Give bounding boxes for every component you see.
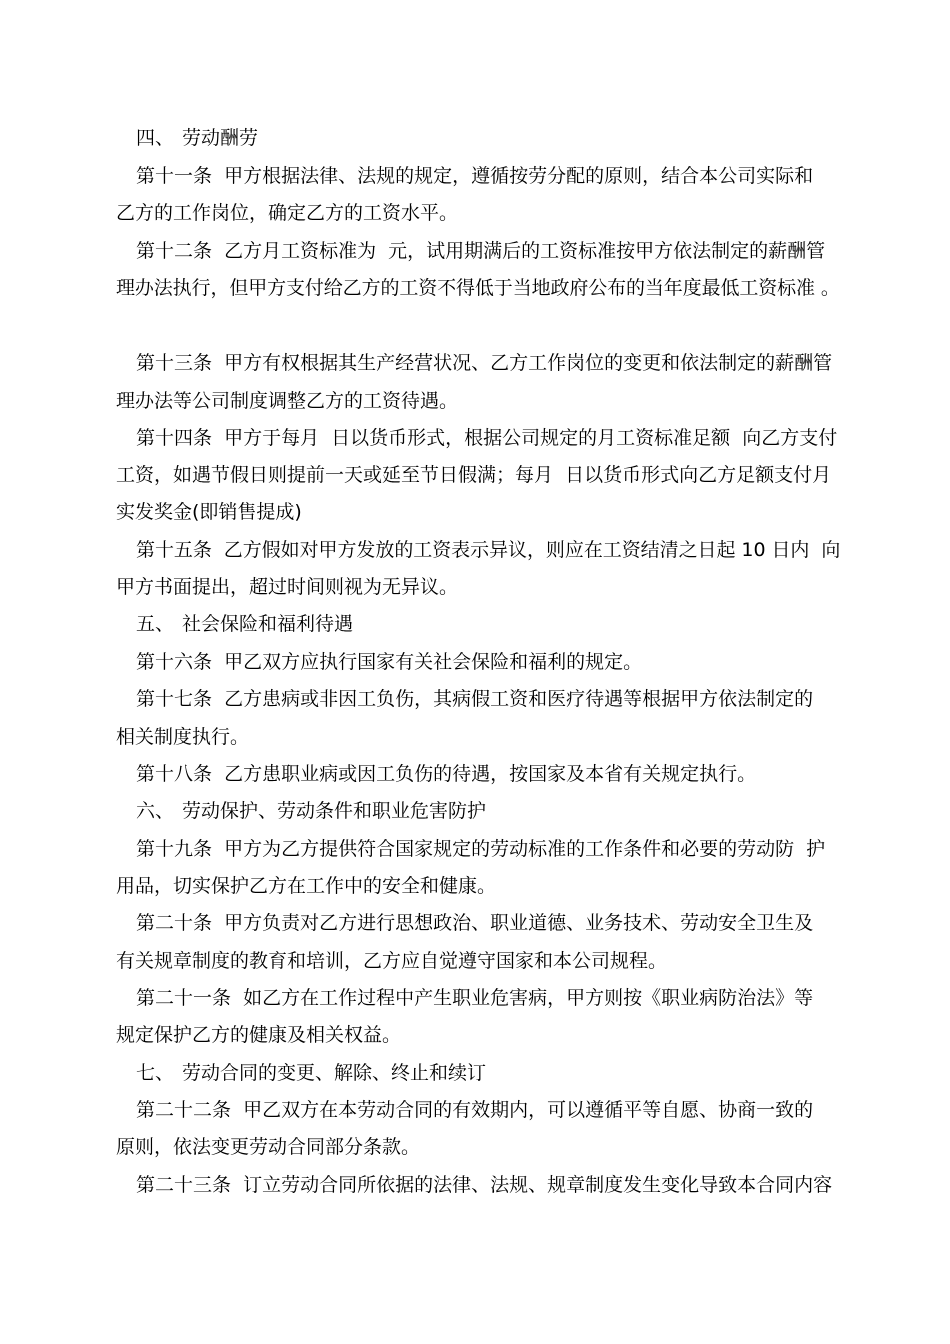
article-22-line-2: 原则，依法变更劳动合同部分条款。 [116,1136,421,1158]
article-20-line-1: 第二十条 甲方负责对乙方进行思想政治、职业道德、业务技术、劳动安全卫生及 [136,912,814,934]
section-number: 四、 [136,127,175,149]
section-number: 六、 [136,800,175,822]
section-title: 社会保险和福利待遇 [182,613,354,635]
section-heading-7 [136,1061,860,1085]
section-heading-5 [136,612,860,636]
article-12-line-2: 理办法执行，但甲方支付给乙方的工资不得低于当地政府公布的当年度最低工资标准 。 [116,277,840,299]
section-heading-6 [136,799,860,823]
article-14-line-3: 实发奖金(即销售提成) [116,501,302,523]
article-18-line-1: 第十八条 乙方患职业病或因工负伤的待遇，按国家及本省有关规定执行。 [136,763,757,785]
article-23-line-1: 第二十三条 订立劳动合同所依据的法律、法规、规章制度发生变化导致本合同内容 [136,1174,833,1196]
article-15-line-1: 第十五条 乙方假如对甲方发放的工资表示异议，则应在工资结清之日起 10 日内 向 [136,539,841,561]
article-19-line-2: 用品，切实保护乙方在工作中的安全和健康。 [116,875,497,897]
section-heading-4 [136,126,860,150]
article-22-line-1: 第二十二条 甲乙双方在本劳动合同的有效期内，可以遵循平等自愿、协商一致的 [136,1099,814,1121]
section-title: 劳动酬劳 [182,127,259,149]
article-12-line-1: 第十二条 乙方月工资标准为 元，试用期满后的工资标准按甲方依法制定的薪酬管 [136,240,826,262]
article-20-line-2: 有关规章制度的教育和培训，乙方应自觉遵守国家和本公司规程。 [116,950,668,972]
article-14-line-2: 工资，如遇节假日则提前一天或延至节日假满；每月 日以货币形式向乙方足额支付月 [116,464,832,486]
article-13-line-1: 第十三条 甲方有权根据其生产经营状况、乙方工作岗位的变更和依法制定的薪酬管 [136,352,833,374]
section-number: 五、 [136,613,175,635]
article-17-line-2: 相关制度执行。 [116,726,250,748]
section-title: 劳动合同的变更、解除、终止和续订 [182,1062,487,1084]
article-15-line-2: 甲方书面提出，超过时间则视为无异议。 [116,576,459,598]
article-11-line-2: 乙方的工作岗位，确定乙方的工资水平。 [116,202,459,224]
article-16-line-1: 第十六条 甲乙双方应执行国家有关社会保险和福利的规定。 [136,651,643,673]
section-title: 劳动保护、劳动条件和职业危害防护 [182,800,487,822]
article-21-line-1: 第二十一条 如乙方在工作过程中产生职业危害病，甲方则按《职业病防治法》等 [136,987,814,1009]
article-14-line-1: 第十四条 甲方于每月 日以货币形式，根据公司规定的月工资标准足额 向乙方支付 [136,427,838,449]
section-number: 七、 [136,1062,175,1084]
article-21-line-2: 规定保护乙方的健康及相关权益。 [116,1024,402,1046]
article-17-line-1: 第十七条 乙方患病或非因工负伤，其病假工资和医疗待遇等根据甲方依法制定的 [136,688,814,710]
article-11-line-1: 第十一条 甲方根据法律、法规的规定，遵循按劳分配的原则，结合本公司实际和 [136,165,814,187]
article-13-line-2: 理办法等公司制度调整乙方的工资待遇。 [116,390,459,412]
article-19-line-1: 第十九条 甲方为乙方提供符合国家规定的劳动标准的工作条件和必要的劳动防 护 [136,838,826,860]
